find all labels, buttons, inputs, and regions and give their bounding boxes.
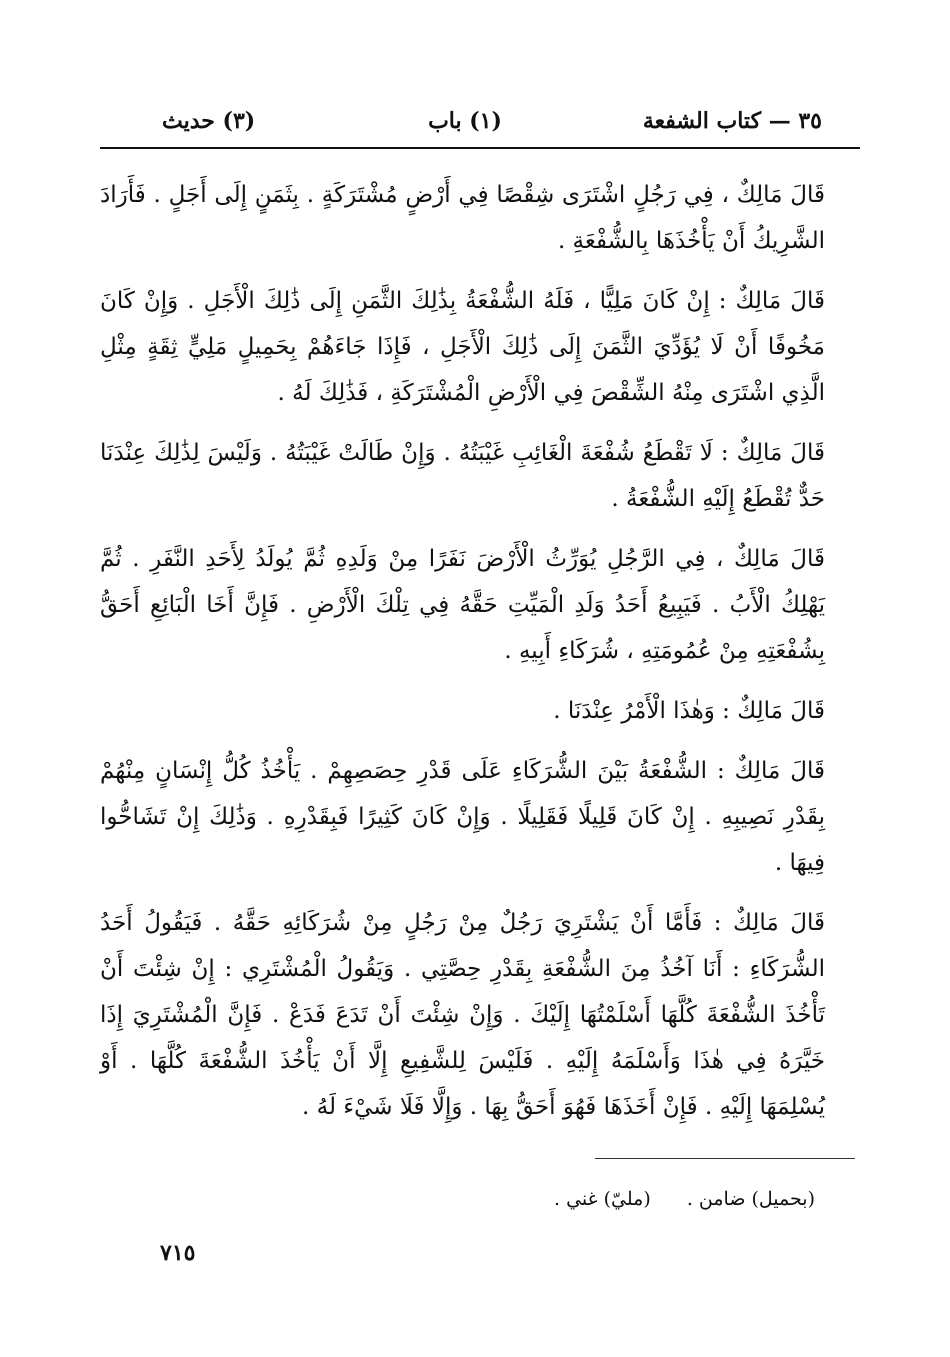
header-divider	[100, 147, 860, 149]
chapter-title: ٣٥ — كتاب الشفعة	[642, 108, 822, 134]
paragraph-5: قَالَ مَالِكٌ : وَهٰذَا الْأَمْرُ عِنْدَنَا .	[553, 698, 825, 724]
paragraph-2: قَالَ مَالِكٌ : إِنْ كَانَ مَلِيًّا ، فَلَهُ الشُّفْعَةُ بِذَٰلِكَ الثَّمَنِ إِلَى ذَٰلِكَ الْأَجَلِ . وَإِنْ كَانَ مَخُوفًا أَنْ لَا يُؤَدِّيَ الثَّمَنَ إِلَى ذَٰلِكَ الْأَجَلِ ، فَإِذَا جَاءَهُمْ بِحَمِيلٍ مَلِيٍّ ثِقَةٍ مِثْلِ الَّذِي اشْتَرَى مِنْهُ الشِّقْصَ فِي الْأَرْضِ الْمُشْتَرَكَةِ ، فَذَٰلِكَ لَهُ .	[100, 288, 825, 406]
paragraph-7: قَالَ مَالِكٌ : فَأَمَّا أَنْ يَشْتَرِيَ رَجُلٌ مِنْ رَجُلٍ مِنْ شُرَكَائِهِ حَقَّهُ . فَيَقُولُ أَحَدُ الشُّرَكَاءِ : أَنَا آخُذُ مِنَ الشُّفْعَةِ بِقَدْرِ حِصَّتِي . وَيَقُولُ الْمُشْتَرِي : إِنْ شِئْتَ أَنْ تَأْخُذَ الشُّفْعَةَ كُلَّهَا أَسْلَمْتُهَا إِلَيْكَ . وَإِنْ شِئْتَ أَنْ تَدَعَ فَدَعْ . فَإِنَّ الْمُشْتَرِيَ إِذَا خَيَّرَهُ فِي هٰذَا وَأَسْلَمَهُ إِلَيْهِ . فَلَيْسَ لِلشَّفِيعِ إِلَّا أَنْ يَأْخُذَ الشُّفْعَةَ كُلَّهَا . أَوْ يُسْلِمَهَا إِلَيْهِ . فَإِنْ أَخَذَهَا فَهُوَ أَحَقُّ بِهَا . وَإِلَّا فَلَا شَيْءَ لَهُ .	[100, 910, 825, 1120]
paragraph-6: قَالَ مَالِكٌ : الشُّفْعَةُ بَيْنَ الشُّرَكَاءِ عَلَى قَدْرِ حِصَصِهِمْ . يَأْخُذُ كُلُّ إِنْسَانٍ مِنْهُمْ بِقَدْرِ نَصِيبِهِ . إِنْ كَانَ قَلِيلًا فَقَلِيلًا . وَإِنْ كَانَ كَثِيرًا فَبِقَدْرِهِ . وَذَٰلِكَ إِنْ تَشَاحُّوا فِيهَا .	[100, 758, 825, 876]
paragraph-3: قَالَ مَالِكٌ : لَا تَقْطَعُ شُفْعَةَ الْغَائِبِ غَيْبَتُهُ . وَإِنْ طَالَتْ غَيْبَتُهُ . وَلَيْسَ لِذَٰلِكَ عِنْدَنَا حَدٌّ تُقْطَعُ إِلَيْهِ الشُّفْعَةُ .	[100, 440, 825, 512]
hadith-label: (٣) حديث	[162, 108, 256, 134]
paragraph-4: قَالَ مَالِكٌ ، فِي الرَّجُلِ يُوَرِّثُ الْأَرْضَ نَفَرًا مِنْ وَلَدِهِ ثُمَّ يُولَدُ لِأَحَدِ النَّفَرِ . ثُمَّ يَهْلِكُ الْأَبُ . فَيَبِيعُ أَحَدُ وَلَدِ الْمَيِّتِ حَقَّهُ فِي تِلْكَ الْأَرْضِ . فَإِنَّ أَخَا الْبَائِعِ أَحَقُّ بِشُفْعَتِهِ مِنْ عُمُومَتِهِ ، شُرَكَاءِ أَبِيهِ .	[100, 546, 825, 664]
footnote-divider	[595, 1158, 855, 1159]
footnote-2: (مليّ) غني .	[554, 1188, 651, 1210]
page-number: ٧١٥	[160, 1240, 196, 1266]
body-text	[100, 172, 825, 1144]
footnote-1: (بحميل) ضامن .	[686, 1188, 815, 1210]
paragraph-1: قَالَ مَالِكٌ ، فِي رَجُلٍ اشْتَرَى شِقْصًا فِي أَرْضٍ مُشْتَرَكَةٍ . بِثَمَنٍ إِلَى أَجَلٍ . فَأَرَادَ الشَّرِيكُ أَنْ يَأْخُذَهَا بِالشُّفْعَةِ .	[100, 182, 825, 254]
footnotes	[524, 1188, 815, 1210]
running-head	[100, 100, 830, 148]
section-label: (١) باب	[428, 108, 502, 134]
